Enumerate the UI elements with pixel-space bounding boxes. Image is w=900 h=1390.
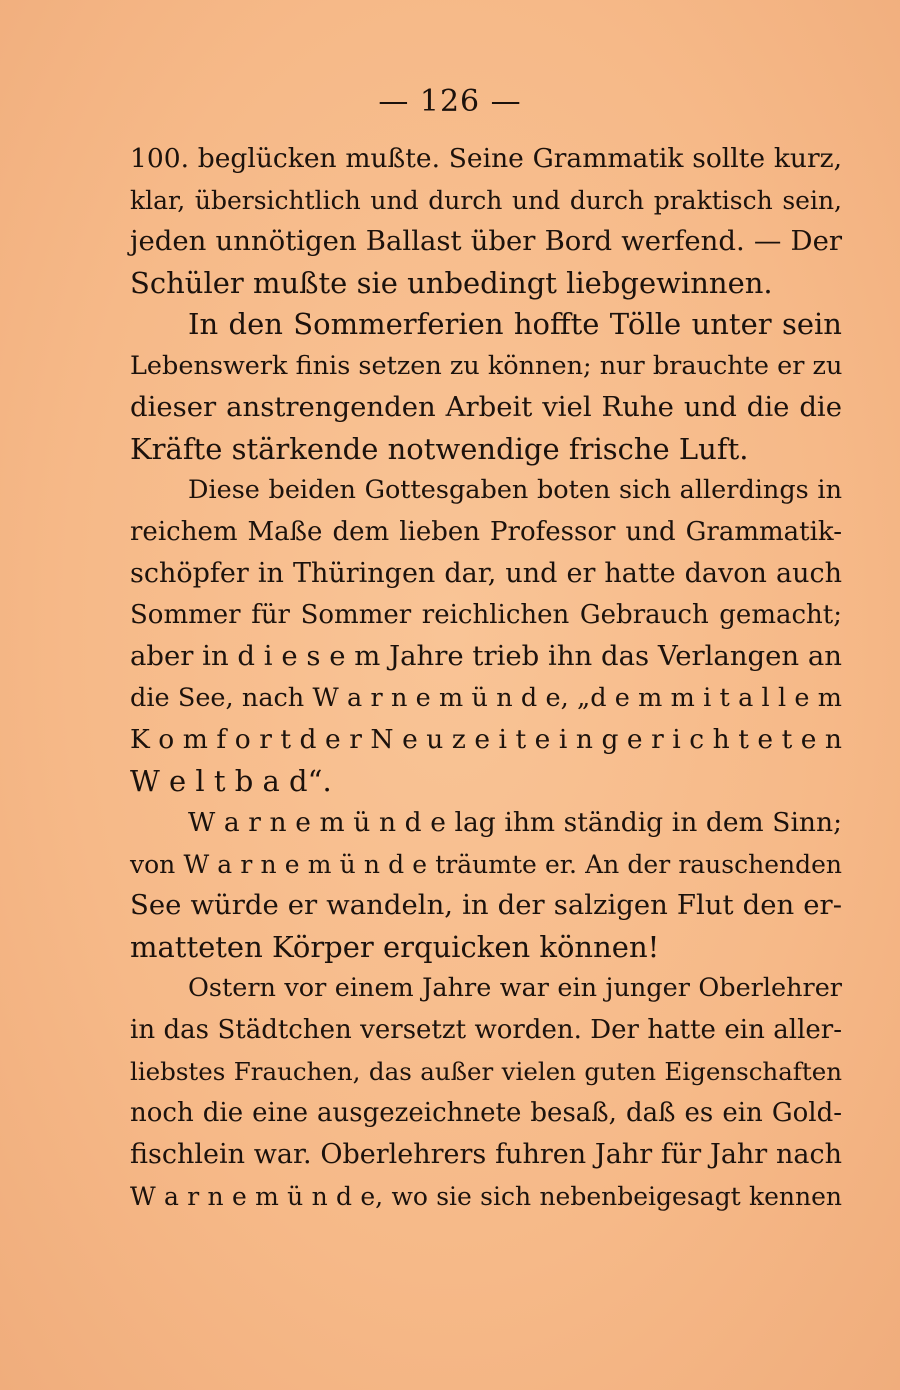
text-line: Kräfte stärkende notwendige frische Luft.	[130, 431, 749, 466]
text-line: Ostern vor einem Jahre war ein junger Oberlehrer	[188, 973, 842, 1003]
text-line: reichem Maße dem lieben Professor und Grammatik-	[130, 516, 842, 547]
text-line: Diese beiden Gottesgaben boten sich allerdings in	[188, 475, 842, 505]
text-line: W a r n e m ü n d e, wo sie sich nebenbeigesagt kennen	[130, 1181, 842, 1211]
page-number: — 126 —	[378, 84, 522, 119]
text-line: 100. beglücken mußte. Seine Grammatik sollte kurz,	[130, 143, 842, 174]
text-line: klar, übersichtlich und durch und durch praktisch sein,	[130, 185, 842, 215]
text-line: in das Städtchen versetzt worden. Der hatte ein aller-	[130, 1014, 842, 1045]
text-line: jeden unnötigen Ballast über Bord werfend. — Der	[130, 225, 842, 257]
body-text	[130, 138, 842, 1217]
text-line: fischlein war. Oberlehrers fuhren Jahr für Jahr nach	[130, 1139, 842, 1170]
text-line: Schüler mußte sie unbedingt liebgewinnen.	[130, 265, 773, 300]
text-line: schöpfer in Thüringen dar, und er hatte davon auch	[130, 558, 842, 589]
text-line: In den Sommerferien hoffte Tölle unter sein	[188, 307, 842, 341]
text-line: aber in d i e s e m Jahre trieb ihn das Verlangen an	[130, 640, 842, 672]
text-line: K o m f o r t d e r N e u z e i t e i n g e r i c h t e t e n	[130, 724, 842, 755]
text-line: Sommer für Sommer reichlichen Gebrauch gemacht;	[130, 599, 842, 630]
text-line: dieser anstrengenden Arbeit viel Ruhe und die die	[130, 391, 842, 423]
text-line: See würde er wandeln, in der salzigen Flut den er-	[130, 889, 842, 921]
text-line: W e l t b a d“.	[130, 763, 332, 798]
text-line: noch die eine ausgezeichnete besaß, daß es ein Gold-	[130, 1097, 842, 1128]
text-line: liebstes Frauchen, das außer vielen guten Eigenschaften	[130, 1057, 842, 1086]
text-line: Lebenswerk finis setzen zu können; nur brauchte er zu	[130, 350, 843, 381]
text-line: W a r n e m ü n d e lag ihm ständig in dem Sinn;	[188, 807, 842, 838]
text-line: die See, nach W a r n e m ü n d e, „d e m m i t a l l e m	[130, 682, 842, 713]
text-line: matteten Körper erquicken können!	[130, 929, 660, 964]
text-line: von W a r n e m ü n d e träumte er. An der rauschenden	[130, 849, 842, 879]
